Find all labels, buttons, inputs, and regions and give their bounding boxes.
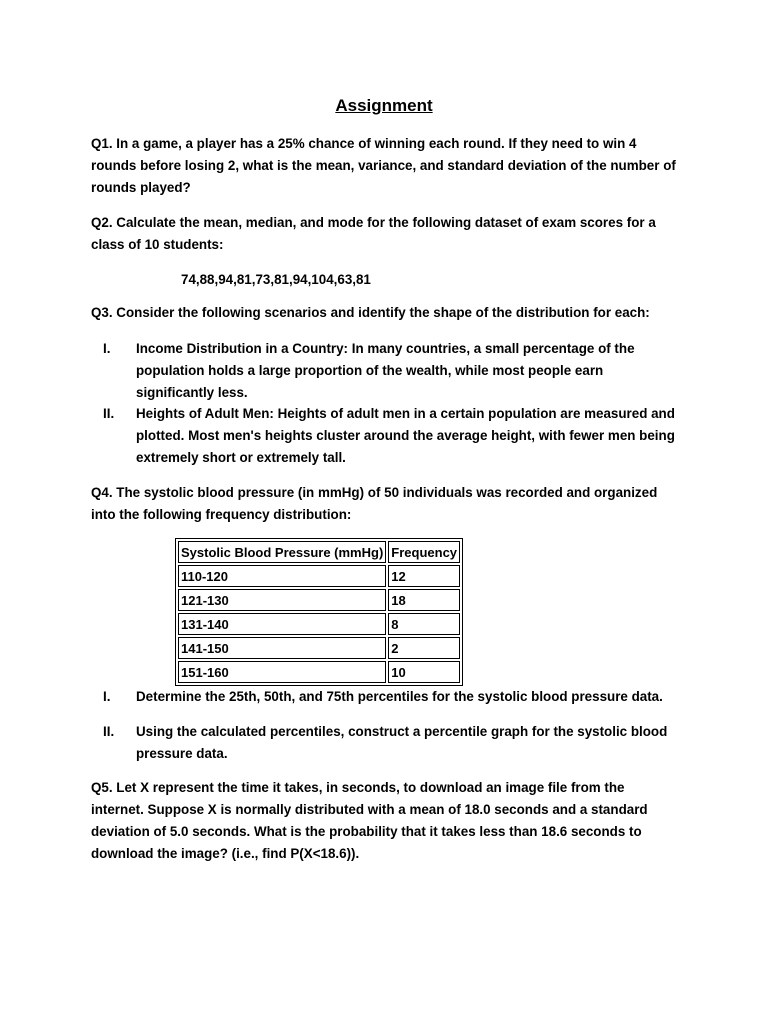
exam-scores-dataset: 74,88,94,81,73,81,94,104,63,81 xyxy=(181,272,371,287)
list-numeral: II. xyxy=(103,406,115,421)
table-cell-frequency: 2 xyxy=(388,637,460,659)
list-numeral: II. xyxy=(103,724,115,739)
table-header-row xyxy=(178,541,460,563)
question-5: Q5. Let X represent the time it takes, in seconds, to download an image file from the internet. Suppose X is normally distributed with a mean of 18.0 seconds and a standard deviation of 5.0 seconds. What is the probability that it takes less than 18.6 seconds to download the image? (i.e., find P(X<18.6)). xyxy=(91,780,648,861)
list-text: Determine the 25th, 50th, and 75th percentiles for the systolic blood pressure data. xyxy=(136,689,663,704)
list-numeral: I. xyxy=(103,341,111,356)
table-cell-range: 151-160 xyxy=(178,661,386,683)
q3-item-1 xyxy=(103,338,683,404)
table-cell-frequency: 10 xyxy=(388,661,460,683)
column-header-frequency: Frequency xyxy=(388,541,460,563)
q3-item-2 xyxy=(103,403,683,469)
table-row xyxy=(178,637,460,659)
table-cell-frequency: 8 xyxy=(388,613,460,635)
list-text: Income Distribution in a Country: In many countries, a small percentage of the population holds a large proportion of the wealth, while most people earn significantly less. xyxy=(136,341,635,400)
q4-item-2 xyxy=(103,721,683,765)
table-cell-frequency: 12 xyxy=(388,565,460,587)
table-cell-range: 110-120 xyxy=(178,565,386,587)
list-text: Heights of Adult Men: Heights of adult men in a certain population are measured and plotted. Most men's heights cluster around the average height, with fewer men being extremely short or extremely tall. xyxy=(136,406,675,465)
page-title: Assignment xyxy=(335,96,433,115)
question-4: Q4. The systolic blood pressure (in mmHg) of 50 individuals was recorded and organized into the following frequency distribution: xyxy=(91,485,658,522)
table-cell-range: 121-130 xyxy=(178,589,386,611)
list-text: Using the calculated percentiles, construct a percentile graph for the systolic blood pressure data. xyxy=(136,724,668,761)
q4-item-1 xyxy=(103,686,683,708)
question-1: Q1. In a game, a player has a 25% chance of winning each round. If they need to win 4 rounds before losing 2, what is the mean, variance, and standard deviation of the number of rounds played? xyxy=(91,136,676,195)
list-numeral: I. xyxy=(103,689,111,704)
question-3: Q3. Consider the following scenarios and identify the shape of the distribution for each: xyxy=(91,305,650,320)
table-row xyxy=(178,661,460,683)
column-header-pressure: Systolic Blood Pressure (mmHg) xyxy=(178,541,386,563)
table-cell-range: 131-140 xyxy=(178,613,386,635)
table-cell-range: 141-150 xyxy=(178,637,386,659)
frequency-table xyxy=(175,538,463,686)
table-row xyxy=(178,565,460,587)
question-2: Q2. Calculate the mean, median, and mode for the following dataset of exam scores for a class of 10 students: xyxy=(91,215,656,252)
table-row xyxy=(178,589,460,611)
table-row xyxy=(178,613,460,635)
table-cell-frequency: 18 xyxy=(388,589,460,611)
